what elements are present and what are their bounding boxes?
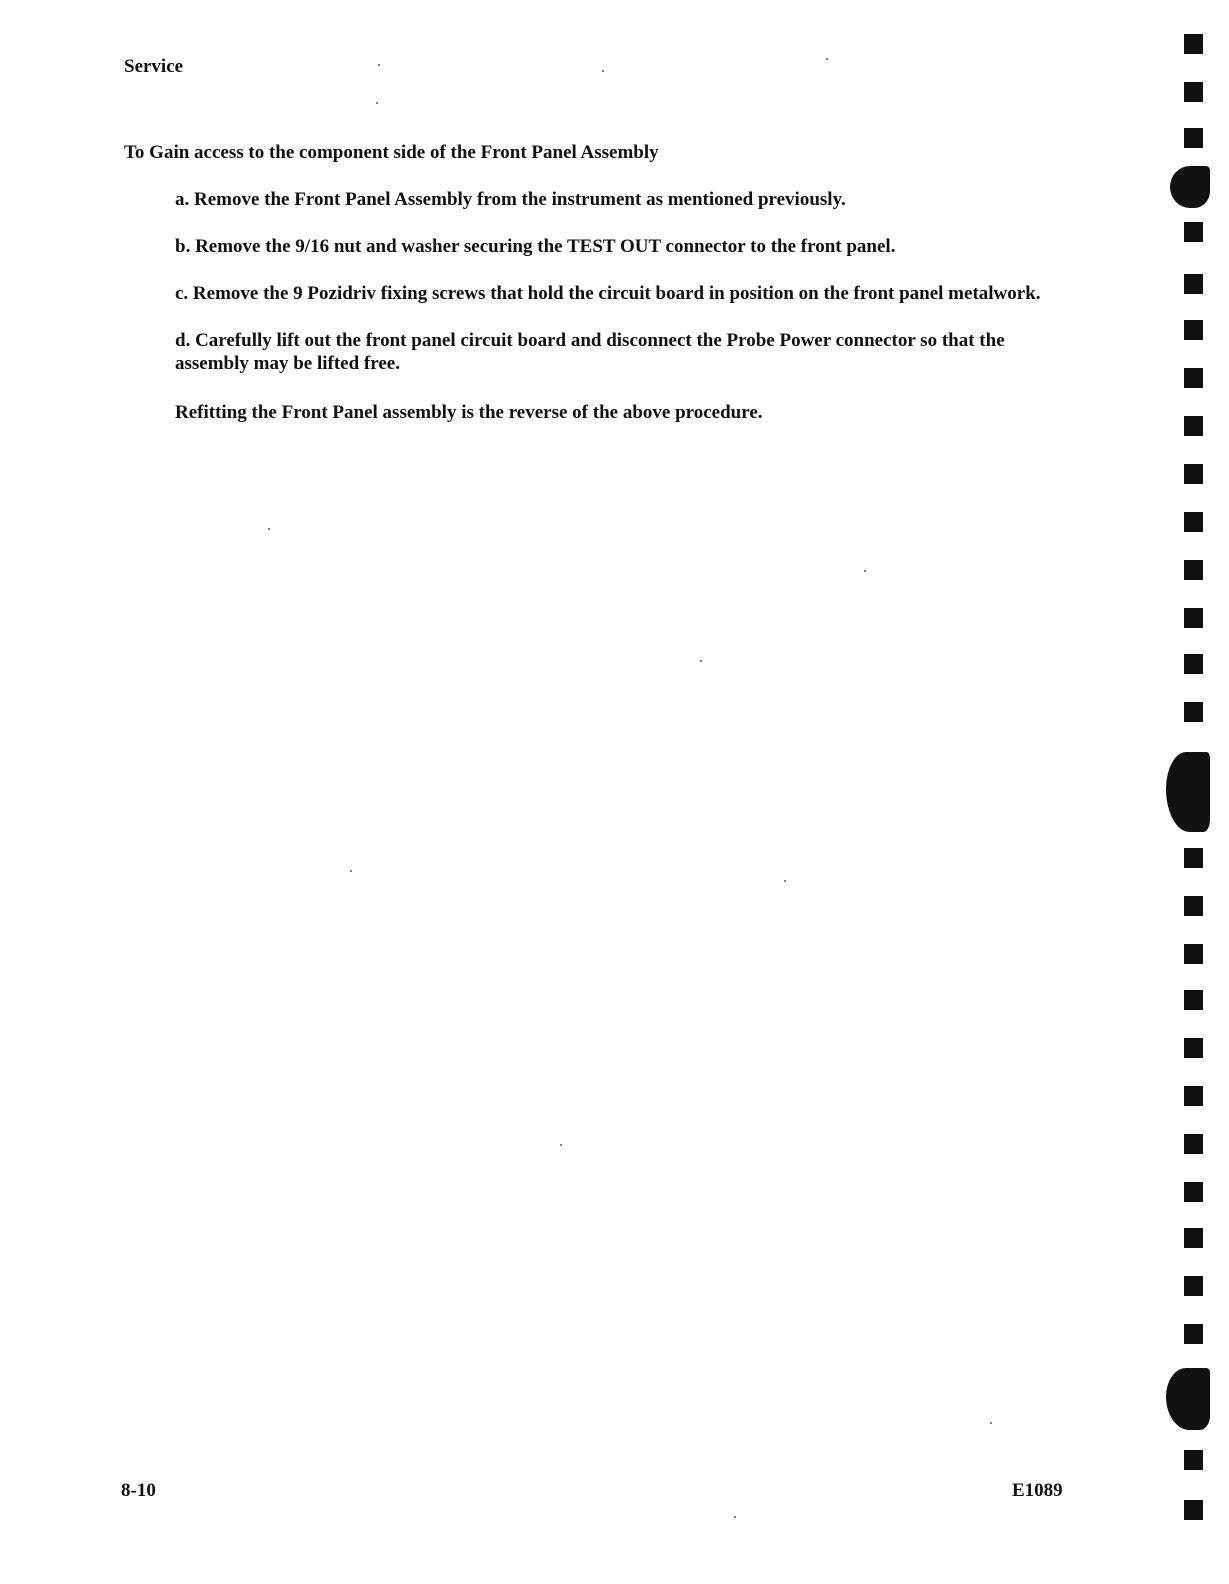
punch-hole-mark xyxy=(1184,416,1203,436)
running-head: Service xyxy=(124,56,184,77)
punch-hole-mark xyxy=(1184,82,1203,102)
step-a: a. Remove the Front Panel Assembly from the instrument as mentioned previously. xyxy=(175,189,846,210)
punch-hole-mark xyxy=(1184,368,1203,388)
punch-hole-mark xyxy=(1184,1182,1203,1202)
procedure-steps xyxy=(175,188,1055,448)
scan-speck xyxy=(700,660,702,662)
scan-speck xyxy=(350,870,352,872)
punch-hole-mark xyxy=(1184,464,1203,484)
punch-hole-mark xyxy=(1184,320,1203,340)
punch-hole-mark xyxy=(1184,848,1203,868)
closing-note: Refitting the Front Panel assembly is the reverse of the above procedure. xyxy=(175,402,763,423)
punch-hole-mark xyxy=(1184,1450,1203,1470)
scan-speck xyxy=(734,1516,736,1518)
scan-speck xyxy=(268,528,270,530)
punch-hole-mark xyxy=(1184,990,1203,1010)
scan-speck xyxy=(376,102,378,104)
scan-speck xyxy=(602,70,604,72)
binding-ring-mark xyxy=(1166,752,1210,832)
punch-hole-mark xyxy=(1184,702,1203,722)
page-number: 8-10 xyxy=(121,1480,156,1501)
section-heading: To Gain access to the component side of the Front Panel Assembly xyxy=(124,142,659,163)
punch-hole-mark xyxy=(1184,608,1203,628)
punch-hole-mark xyxy=(1184,274,1203,294)
step-d: d. Carefully lift out the front panel circuit board and disconnect the Probe Power connector so that the assembly may be lifted free. xyxy=(175,330,1005,374)
step-c: c. Remove the 9 Pozidriv fixing screws that hold the circuit board in position on the front panel metalwork. xyxy=(175,283,1041,304)
step-b: b. Remove the 9/16 nut and washer securing the TEST OUT connector to the front panel. xyxy=(175,236,896,257)
punch-hole-mark xyxy=(1184,1500,1203,1520)
scan-speck xyxy=(784,880,786,882)
binding-ring-mark xyxy=(1170,166,1210,208)
punch-hole-mark xyxy=(1184,1276,1203,1296)
punch-hole-mark xyxy=(1184,1228,1203,1248)
binder-punch-strip xyxy=(1180,30,1210,1560)
punch-hole-mark xyxy=(1184,1086,1203,1106)
punch-hole-mark xyxy=(1184,1324,1203,1344)
punch-hole-mark xyxy=(1184,128,1203,148)
document-code: E1089 xyxy=(1012,1480,1063,1501)
punch-hole-mark xyxy=(1184,654,1203,674)
punch-hole-mark xyxy=(1184,222,1203,242)
punch-hole-mark xyxy=(1184,896,1203,916)
scan-speck xyxy=(990,1422,992,1424)
scan-speck xyxy=(826,58,828,60)
punch-hole-mark xyxy=(1184,34,1203,54)
punch-hole-mark xyxy=(1184,944,1203,964)
punch-hole-mark xyxy=(1184,1038,1203,1058)
scan-speck xyxy=(864,570,866,572)
scan-speck xyxy=(560,1144,562,1146)
punch-hole-mark xyxy=(1184,560,1203,580)
punch-hole-mark xyxy=(1184,512,1203,532)
scan-speck xyxy=(378,64,380,66)
binding-ring-mark xyxy=(1166,1368,1210,1430)
punch-hole-mark xyxy=(1184,1134,1203,1154)
